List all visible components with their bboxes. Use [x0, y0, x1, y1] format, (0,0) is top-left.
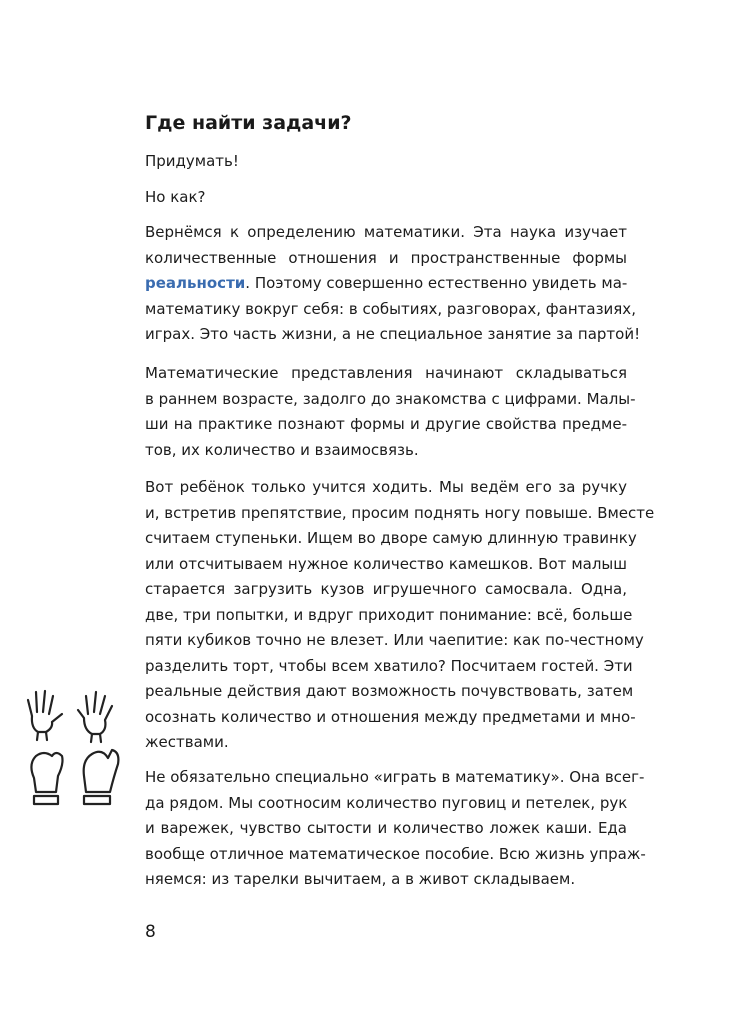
paragraph-line: Вернёмся к определению математики. Эта наука изучает	[145, 223, 627, 241]
paragraph-early-age	[145, 361, 636, 463]
paragraph-line: жествами.	[145, 733, 229, 751]
paragraph-line: ши на практике познают формы и другие свойства предме-	[145, 415, 627, 433]
hands-mittens-illustration	[22, 684, 132, 809]
paragraph-line: две, три попытки, и вдруг приходит понимание: всё, больше	[145, 605, 633, 624]
paragraph-line: тов, их количество и взаимосвязь.	[145, 440, 419, 459]
paragraph-line-rest: . Поэтому совершенно естественно увидеть ма-	[245, 274, 628, 292]
paragraph-line: играх. Это часть жизни, а не специальное занятие за партой!	[145, 325, 641, 343]
paragraph-always-near	[145, 765, 646, 893]
paragraph-line: математику вокруг себя: в событиях, разговорах, фантазиях,	[145, 299, 636, 318]
paragraph-line: в раннем возрасте, задолго до знакомства с цифрами. Малы-	[145, 389, 636, 408]
paragraph-line: и, встретив препятствие, просим поднять ногу повыше. Вместе	[145, 503, 655, 522]
paragraph-line: реальные действия дают возможность почувствовать, затем	[145, 682, 634, 700]
mittens-icon	[31, 750, 118, 804]
page-number: 8	[145, 922, 156, 942]
paragraph-line: количественные отношения и пространственные формы	[145, 248, 627, 267]
hands-icon	[28, 691, 112, 742]
paragraph-line: Математические представления начинают складываться	[145, 364, 627, 382]
paragraph-line: Не обязательно специально «играть в математику». Она всег-	[145, 768, 645, 786]
highlight-term: реальности	[145, 274, 246, 292]
paragraph-line: старается загрузить кузов игрушечного самосвала. Одна,	[145, 580, 627, 598]
paragraph-line: разделить торт, чтобы всем хватило? Посчитаем гостей. Эти	[145, 656, 633, 675]
paragraph-line: пяти кубиков точно не влезет. Или чаепитие: как по-честному	[145, 631, 644, 649]
paragraph-line: и варежек, чувство сытости и количество ложек каши. Еда	[145, 819, 627, 837]
paragraph-line	[145, 271, 627, 297]
paragraph-child-walking	[145, 475, 655, 756]
paragraph-line: считаем ступеньки. Ищем во дворе самую длинную травинку	[145, 529, 637, 547]
paragraph-definition	[145, 220, 641, 348]
paragraph-line: осознать количество и отношения между предметами и мно-	[145, 707, 636, 726]
paragraph-line: няемся: из тарелки вычитаем, а в живот складываем.	[145, 870, 576, 888]
text-line-invent: Придумать!	[145, 152, 239, 170]
paragraph-line: или отсчитываем нужное количество камешков. Вот малыш	[145, 554, 627, 573]
paragraph-line: да рядом. Мы соотносим количество пуговиц и петелек, рук	[145, 793, 628, 812]
paragraph-line: Вот ребёнок только учится ходить. Мы ведём его за ручку	[145, 478, 627, 496]
text-line-but-how: Но как?	[145, 188, 206, 206]
paragraph-line: вообще отличное математическое пособие. Всю жизнь упраж-	[145, 844, 646, 863]
section-heading: Где найти задачи?	[145, 112, 352, 134]
